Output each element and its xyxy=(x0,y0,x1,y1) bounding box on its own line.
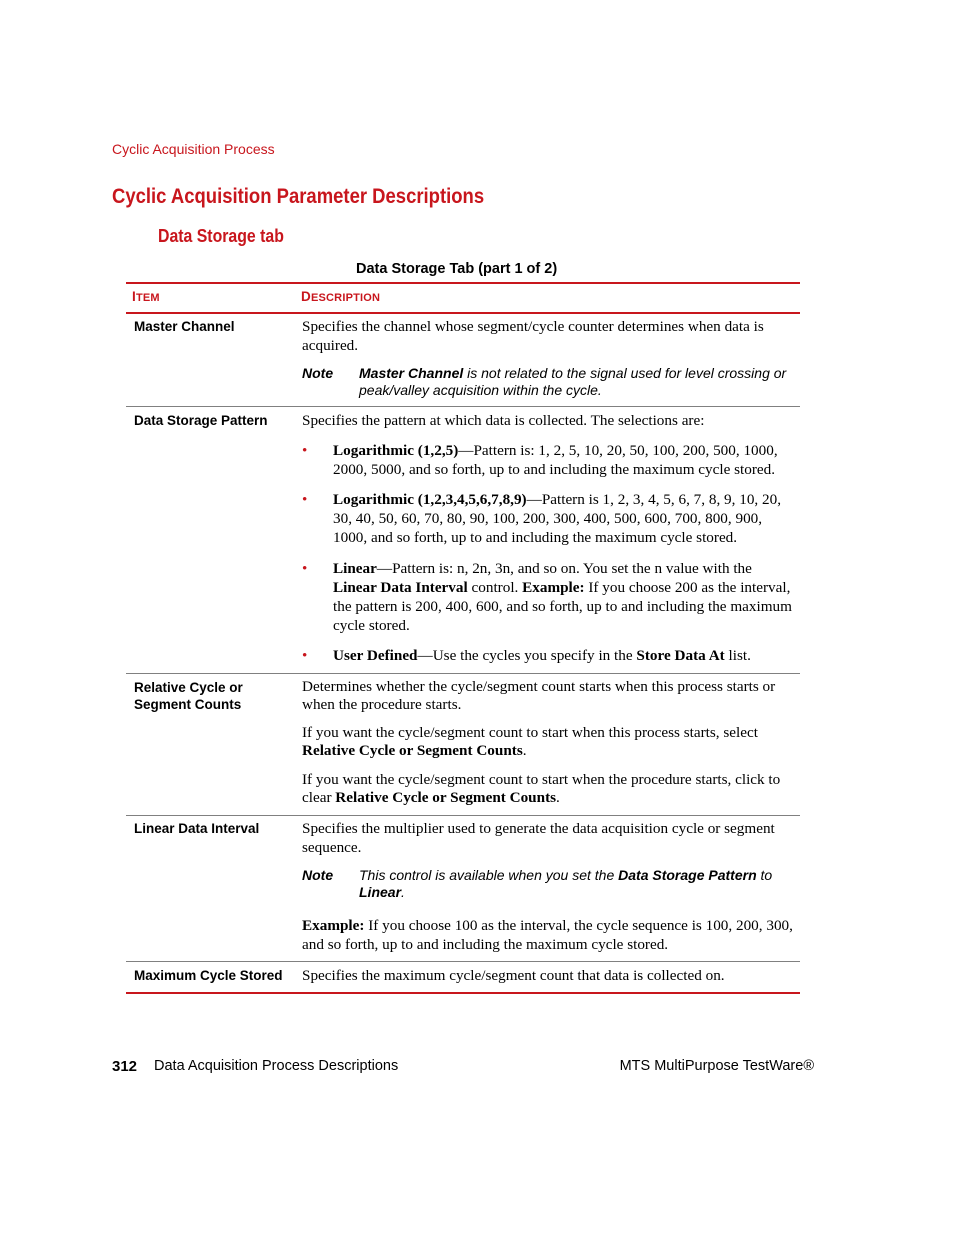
table-bottom-rule xyxy=(126,992,800,994)
table-top-rule xyxy=(126,282,800,284)
note-text: Master Channel is not related to the signal used for level crossing or peak/valley acquisition within the cycle. xyxy=(359,365,787,398)
row-desc-maximum-cycle-stored: Specifies the maximum cycle/segment count that data is collected on. xyxy=(302,967,725,984)
table-caption: Data Storage Tab (part 1 of 2) xyxy=(356,261,558,277)
row-divider xyxy=(126,961,800,962)
breadcrumb[interactable]: Cyclic Acquisition Process xyxy=(112,141,275,157)
footer-chapter-title: Data Acquisition Process Descriptions xyxy=(154,1058,399,1074)
bullet-icon: • xyxy=(302,442,308,459)
section-title: Cyclic Acquisition Parameter Descriptions xyxy=(112,185,485,208)
column-header-description: DESCRIPTION xyxy=(301,289,381,304)
row-desc-data-storage-pattern: Specifies the pattern at which data is collected. The selections are: xyxy=(302,412,705,429)
note-label: Note xyxy=(302,365,334,381)
column-header-item: ITEM xyxy=(132,289,160,304)
row-desc-linear-data-interval: Specifies the multiplier used to generate the data acquisition cycle or segment sequence. xyxy=(302,820,775,856)
page-number: 312 xyxy=(112,1058,138,1075)
subsection-title: Data Storage tab xyxy=(158,226,284,246)
footer-product-name: MTS MultiPurpose TestWare® xyxy=(619,1058,814,1074)
bullet-icon: • xyxy=(302,560,308,577)
row-divider xyxy=(126,406,800,407)
row-desc-relative-cycle-p2: If you want the cycle/segment count to start when this process starts, select Relative Cycle or Segment Counts. xyxy=(302,724,758,759)
row-desc-linear-example: Example: If you choose 100 as the interval, the cycle sequence is 100, 200, 300, and so forth, up to and including the maximum cycle stored. xyxy=(302,917,793,953)
document-page: Cyclic Acquisition Process Cyclic Acquisition Parameter Descriptions Data Storage tab Data Storage Tab (part 1 of 2) ITEM DESCRIPTION Master Channel Specifies the channel whose segment/cycle counter determines when data is acquired. Note Master Channel is not related to the signal used for level crossing or peak/valley acquisition within the cycle. Data Storage Pattern Specifies the pattern at which data is collected. The selections are: • Logarithmic (1,2,5)—Pattern is: 1, 2, 5, 10, 20, 50, 100, 200, 500, 1000, 2000, 5000, and so forth, up to and including the maximum cycle stored. • Logarithmic (1,2,3,4,5,6,7,8,9)—Pattern is 1, 2, 3, 4, 5, 6, 7, 8, 9, 10, 20, 30, 40, 50, 60, 70, 80, 90, 100, 200, 300, 400, 500, 600, 700, 800, 900, 1000, and so forth, up to and including the maximum cycle stored. • Linear—Pattern is: n, 2n, 3n, and so on. You set the n value with the Linear Data Interval control. Example: If you choose 200 as the interval, the pattern is 200, 400, 600, and so forth, up to and including the maximum cycle stored. • User Defined—Use the cycles you specify in the Store Data At list. Relative Cycle or Segment Counts Determines whether the cycle/segment count starts when this process starts or when the procedure starts. If you want the cycle/segment count to start when this process starts, select Relative Cycle or Segment Counts. If you want the cycle/segment count to start when the procedure starts, click to clear Relative Cycle or Segment Counts. Linear Data Interval Specifies the multiplier used to generate the data acquisition cycle or segment sequence. Note This control is available when you set the Data Storage Pattern to Linear. Example: If you choose 100 as the interval, the cycle sequence is 100, 200, 300, and so forth, up to and including the maximum cycle stored. Maximum Cycle Stored Specifies the maximum cycle/segment count that data is collected on. 312 Data Acquisition Process Descriptions MTS MultiPurpose TestWare® xyxy=(112,141,814,1075)
note-text: This control is available when you set the Data Storage Pattern to Linear. xyxy=(359,867,773,900)
row-desc-master-channel: Specifies the channel whose segment/cycle counter determines when data is acquired. xyxy=(302,318,764,354)
row-divider xyxy=(126,673,800,674)
row-item-master-channel: Master Channel xyxy=(134,319,235,334)
row-item-maximum-cycle-stored: Maximum Cycle Stored xyxy=(134,968,283,983)
note-label: Note xyxy=(302,867,334,883)
row-item-data-storage-pattern: Data Storage Pattern xyxy=(134,413,268,428)
row-item-relative-cycle: Relative Cycle or Segment Counts xyxy=(134,680,243,712)
row-item-linear-data-interval: Linear Data Interval xyxy=(134,821,260,836)
bullet-icon: • xyxy=(302,491,308,508)
bullet-icon: • xyxy=(302,647,308,664)
table-header-rule xyxy=(126,312,800,314)
row-desc-relative-cycle-p1: Determines whether the cycle/segment count starts when this process starts or when the procedure starts. xyxy=(302,678,776,713)
row-desc-relative-cycle-p3: If you want the cycle/segment count to start when the procedure starts, click to clear Relative Cycle or Segment Counts. xyxy=(302,771,781,806)
row-divider xyxy=(126,815,800,816)
